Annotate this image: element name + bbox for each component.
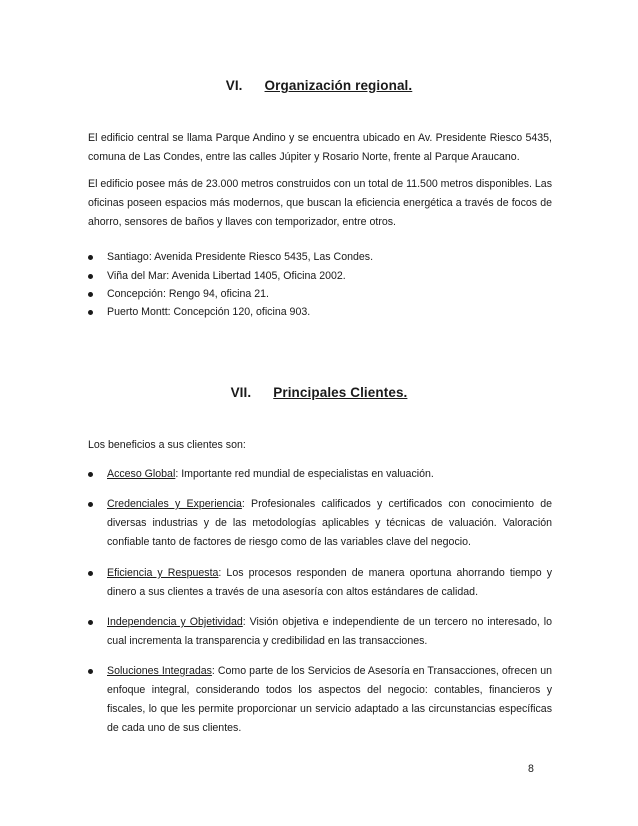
benefit-term: Eficiencia y Respuesta bbox=[107, 567, 219, 579]
paragraph-line: El edificio posee más de 23.000 metros construidos con un total de 11.500 metros disponibles. Las bbox=[88, 178, 552, 190]
benefit-term: Independencia y Objetividad bbox=[107, 616, 243, 628]
benefit-term: Acceso Global bbox=[107, 468, 176, 480]
bullet-icon bbox=[88, 571, 93, 576]
paragraph-building-features bbox=[88, 175, 552, 232]
bullet-icon bbox=[88, 472, 93, 477]
paragraph-line: comuna de Las Condes, entre las calles Júpiter y Rosario Norte, frente al Parque Araucano. bbox=[88, 151, 520, 163]
bullet-icon bbox=[88, 292, 93, 297]
page-number: 8 bbox=[528, 763, 534, 775]
benefits-intro: Los beneficios a sus clientes son: bbox=[88, 439, 246, 451]
section-heading-vi bbox=[0, 78, 638, 93]
bullet-icon bbox=[88, 669, 93, 674]
bullet-icon bbox=[88, 620, 93, 625]
paragraph-line: El edificio central se llama Parque Andino y se encuentra ubicado en Av. Presidente Riesco 5435, bbox=[88, 132, 552, 144]
paragraph-line: ahorro, sensores de baños y llaves con temporizador, entre otros. bbox=[88, 216, 396, 228]
bullet-icon bbox=[88, 310, 93, 315]
bullet-icon bbox=[88, 502, 93, 507]
benefit-term: Soluciones Integradas bbox=[107, 665, 212, 677]
section-title: Organización regional. bbox=[264, 78, 413, 93]
section-heading-vii bbox=[0, 385, 638, 400]
benefit-term: Credenciales y Experiencia bbox=[107, 498, 242, 510]
paragraph-line: oficinas poseen espacios más modernos, que buscan la eficiencia energética a través de focos de bbox=[88, 197, 552, 209]
paragraph-building-location bbox=[88, 129, 552, 167]
section-number: VII. bbox=[230, 385, 252, 400]
section-number: VI. bbox=[225, 78, 243, 93]
document-page: VI. Organización regional. El edificio central se llama Parque Andino y se encuentra ubicado en Av. Presidente Riesco 5435, comuna de Las Condes, entre las calles Júpiter y Rosario Norte, frente al Parque Araucano. El edificio posee más de 23.000 metros construidos con un total de 11.500 metros disponibles. Las oficinas poseen espacios más modernos, que buscan la eficiencia energética a través de focos de ahorro, sensores de baños y llaves con temporizador, entre otros. Santiago: Avenida Presidente Riesco 5435, Las Condes. Viña del Mar: Avenida Libertad 1405, Oficina 2002. Concepción: Rengo 94, oficina 21. Puerto Montt: Concepción 120, oficina 903. VII. Principales Clientes. Los beneficios a sus clientes son: Acceso Global: Importante red mundial de especialistas en valuación. Credenciales y Experiencia: Profesionales calificados y certificados con conocimiento de diversas industrias y de las metodologías aplicables y técnicas de valuación. Valoración confiable tanto de factores de riesgo como de las variables clave del negocio. Eficiencia y Respuesta: Los procesos responden de manera oportuna ahorrando tiempo y dinero a sus clientes a través de una asesoría con altos estándares de calidad. Independencia y Objetividad: Visión objetiva e independiente de un tercero no interesado, lo cual incrementa la transparencia y credibilidad en las transacciones. Soluciones Integradas: Como parte de los Servicios de Asesoría en Transacciones, ofrecen un enfoque integral, considerando todos los aspectos del negocio: contables, financieros y fiscales, lo que les permite proporcionar un servicio adaptado a las circunstancias específicas de cada uno de sus clientes. 8 bbox=[0, 0, 638, 826]
section-title: Principales Clientes. bbox=[273, 385, 408, 400]
bullet-icon bbox=[88, 255, 93, 260]
bullet-icon bbox=[88, 274, 93, 279]
